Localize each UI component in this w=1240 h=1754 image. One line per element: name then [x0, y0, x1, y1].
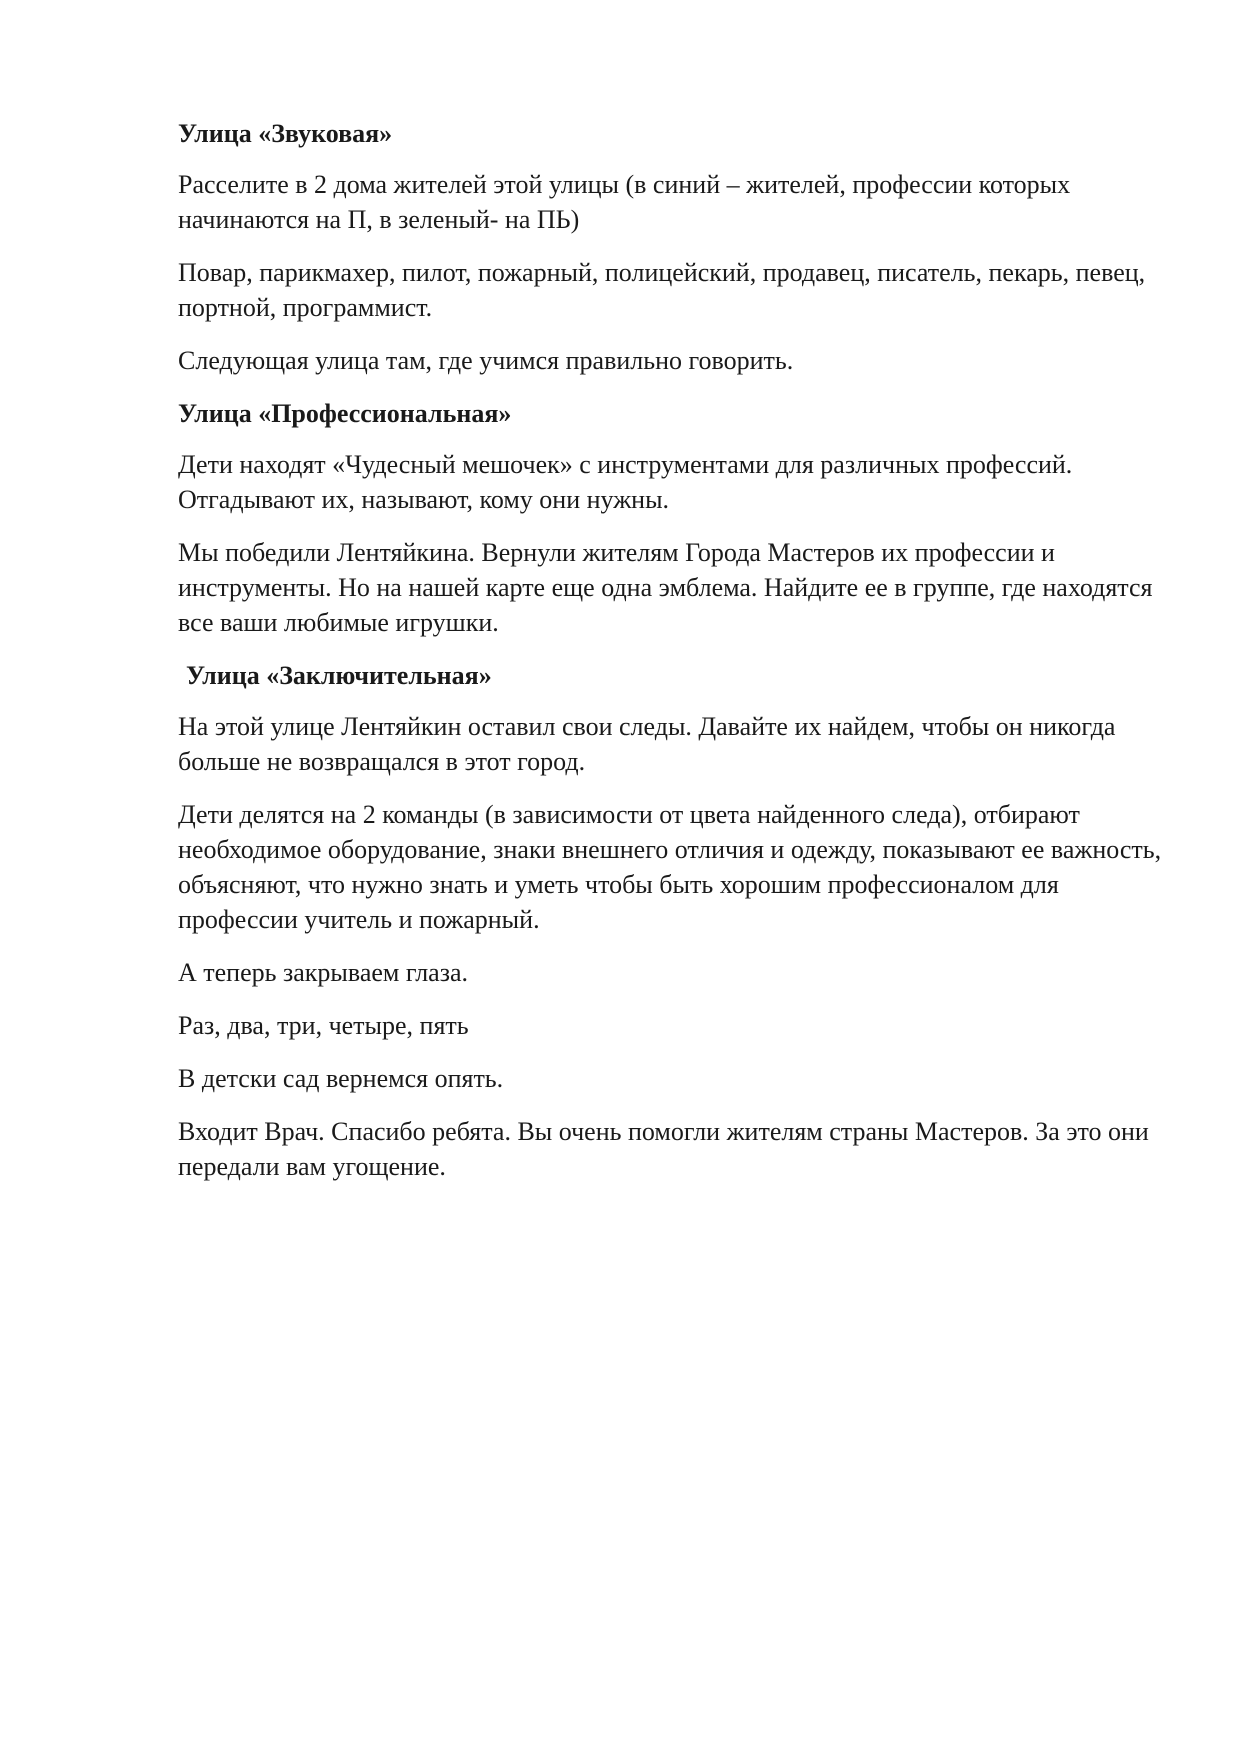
paragraph: Мы победили Лентяйкина. Вернули жителям Города Мастеров их профессии и инструменты. Но на нашей карте еще одна эмблема. Найдите ее в группе, где находятся все ваши любимые игрушки. — [178, 538, 1153, 637]
paragraph: Входит Врач. Спасибо ребята. Вы очень помогли жителям страны Мастеров. За это они передали вам угощение. — [178, 1117, 1149, 1181]
document-body — [178, 116, 1168, 1202]
paragraph: Следующая улица там, где учимся правильно говорить. — [178, 346, 794, 375]
paragraph: Дети находят «Чудесный мешочек» с инструментами для различных профессий. Отгадывают их, называют, кому они нужны. — [178, 450, 1073, 514]
section-heading-professionalnaya: Улица «Профессиональная» — [178, 399, 512, 428]
paragraph: Раз, два, три, четыре, пять — [178, 1011, 469, 1040]
paragraph: Расселите в 2 дома жителей этой улицы (в синий – жителей, профессии которых начинаются на П, в зеленый- на ПЬ) — [178, 170, 1071, 234]
section-heading-zvukovaya: Улица «Звуковая» — [178, 119, 393, 148]
paragraph: На этой улице Лентяйкин оставил свои следы. Давайте их найдем, чтобы он никогда больше не возвращался в этот город. — [178, 712, 1116, 776]
paragraph: А теперь закрываем глаза. — [178, 958, 469, 987]
paragraph: В детски сад вернемся опять. — [178, 1064, 504, 1093]
paragraph: Повар, парикмахер, пилот, пожарный, полицейский, продавец, писатель, пекарь, певец, портной, программист. — [178, 258, 1146, 322]
section-heading-zaklyuchitelnaya: Улица «Заключительная» — [186, 661, 492, 690]
paragraph: Дети делятся на 2 команды (в зависимости от цвета найденного следа), отбирают необходимое оборудование, знаки внешнего отличия и одежду, показывают ее важность, объясняют, что нужно знать и уметь чтобы быть хорошим профессионалом для профессии учитель и пожарный. — [178, 800, 1162, 934]
